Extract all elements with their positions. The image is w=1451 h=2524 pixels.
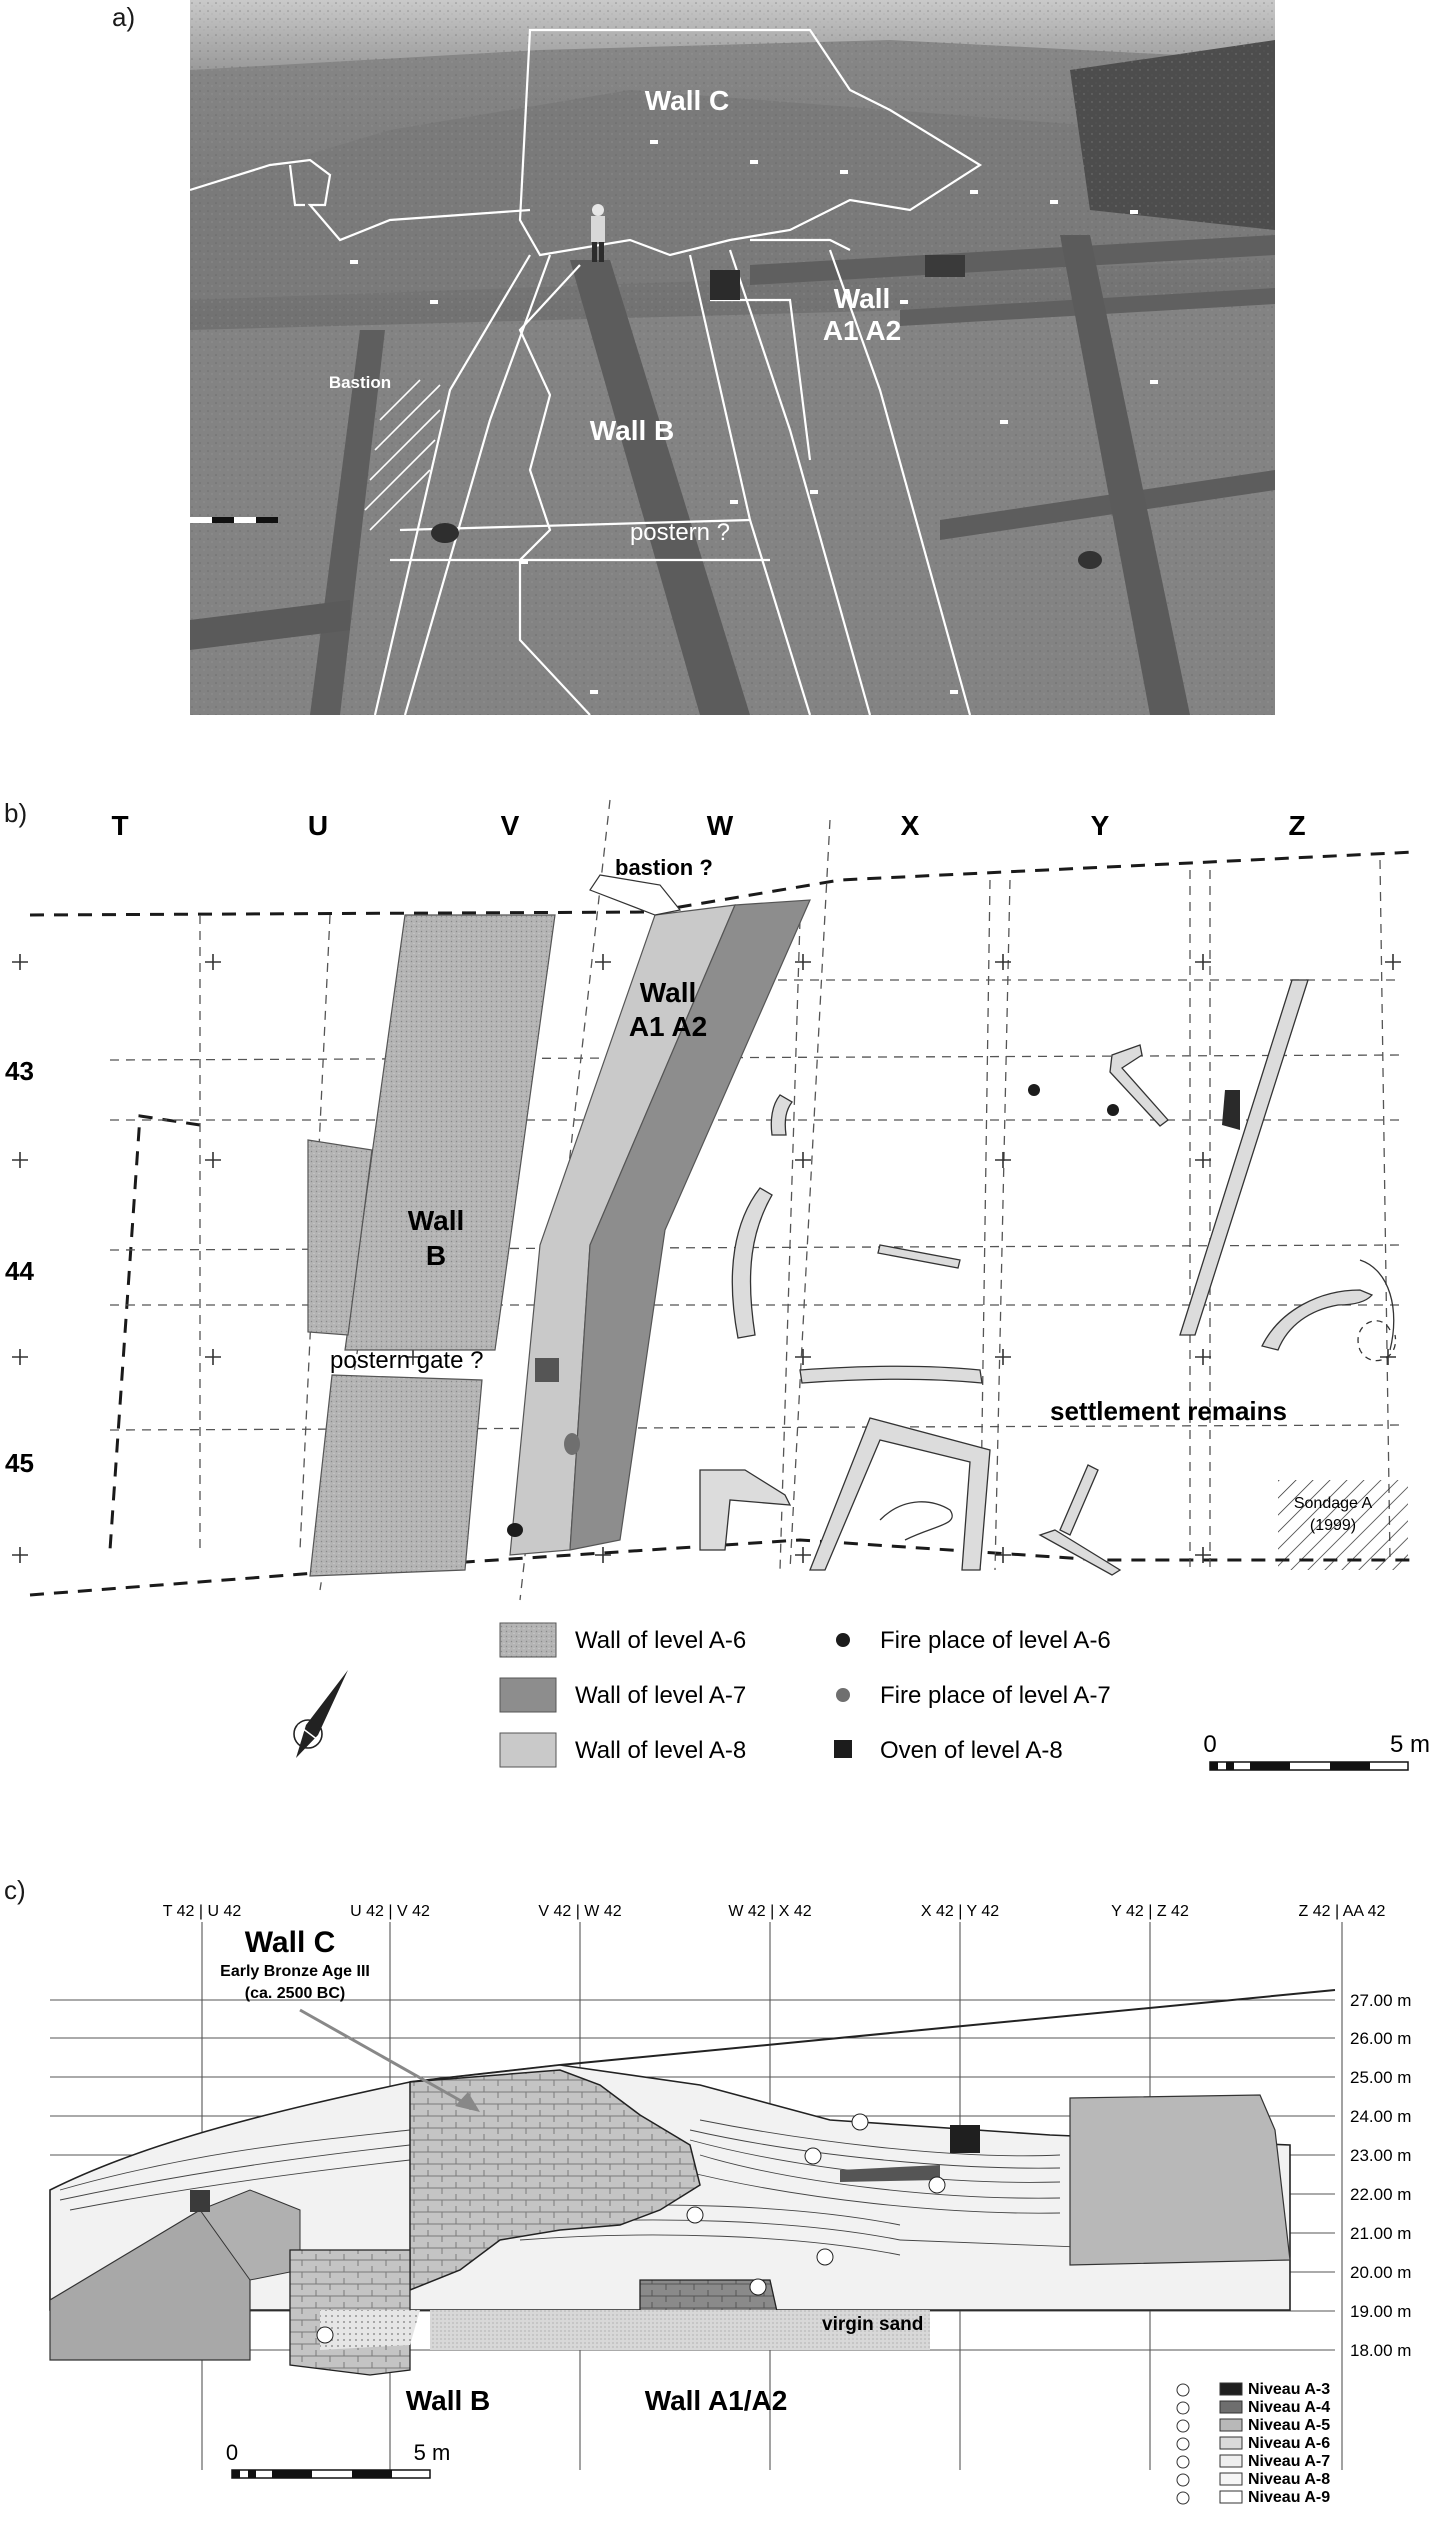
section-label-wall-b: Wall B (405, 2385, 491, 2416)
plan-label-postern-gate: postern gate ? (330, 1347, 484, 1374)
section-label-virgin-sand: virgin sand (822, 2314, 924, 2335)
section-label-wall-c-date: (ca. 2500 BC) (244, 1985, 346, 2002)
photo-scale-bar (190, 517, 278, 523)
oven-a8 (535, 1358, 559, 1382)
plan-scale-bar (1203, 1731, 1430, 1770)
section-scale-end: 5 m (413, 2440, 451, 2465)
section-right-wall (1070, 2095, 1290, 2265)
niveau-item-a3 (1177, 2381, 1330, 2398)
plan-label-sondage-line1: Sondage A (1293, 1495, 1373, 1512)
section-label-wall-c: Wall C (244, 1926, 336, 1959)
section-dark-feature-1 (950, 2125, 980, 2153)
settlement-wall-curve-2 (771, 1095, 792, 1135)
fireplace-a6-feature (1222, 1090, 1240, 1130)
settlement-wall-curve-3 (1262, 1290, 1372, 1350)
settlement-wall-7 (1060, 1465, 1098, 1535)
legend-label-wall-a6: Wall of level A-6 (575, 1627, 747, 1654)
niveau-label-a9: Niveau A-9 (1248, 2489, 1331, 2506)
niveau-label-a7: Niveau A-7 (1248, 2453, 1331, 2470)
legend-swatch-fireplace-a6 (836, 1633, 850, 1647)
site-plan (0, 790, 1451, 1820)
pit-1 (710, 270, 740, 300)
plan-label-wall-a-line1: Wall (639, 977, 697, 1008)
column-label-x: X (900, 810, 920, 841)
plan-label-bastion: bastion ? (615, 855, 713, 880)
wall-b (345, 915, 555, 1350)
plan-scale-end: 5 m (1389, 1731, 1431, 1758)
section-label-wall-c-period: Early Bronze Age III (220, 1963, 370, 1980)
elevation-21: 21.00 m (1350, 2224, 1412, 2243)
settlement-wall-6 (1040, 1530, 1120, 1575)
settlement-wall-3 (878, 1245, 960, 1268)
section-grid-label-2: U 42 | V 42 (350, 1903, 430, 1920)
elevation-27: 27.00 m (1350, 1991, 1412, 2010)
column-label-t: T (111, 810, 129, 841)
niveau-label-a4: Niveau A-4 (1248, 2399, 1331, 2416)
elevation-20: 20.00 m (1350, 2263, 1412, 2282)
photo-label-postern: postern ? (629, 519, 731, 546)
photo-label-wall-a-line1: Wall (833, 283, 891, 314)
section-grid-label-3: V 42 | W 42 (538, 1903, 622, 1920)
legend-swatch-oven-a8 (834, 1740, 852, 1758)
pit-4 (1078, 551, 1102, 569)
bastion-outline (590, 875, 680, 915)
niveau-item-a5 (1177, 2417, 1330, 2434)
photo-label-wall-a-line2: A1 A2 (822, 315, 902, 346)
elevation-18: 18.00 m (1350, 2341, 1412, 2360)
fireplace-a6-3 (507, 1523, 523, 1537)
legend-swatch-wall-a7 (500, 1678, 556, 1712)
fireplace-a6-1 (1028, 1084, 1040, 1096)
niveau-label-a8: Niveau A-8 (1248, 2471, 1331, 2488)
plan-row-labels (5, 1056, 34, 1478)
row-label-44: 44 (5, 1256, 34, 1286)
excavation-photo (190, 0, 1275, 715)
plan-label-settlement: settlement remains (1050, 1396, 1287, 1426)
niveau-label-a3: Niveau A-3 (1248, 2381, 1331, 2398)
legend-swatch-wall-a6 (500, 1623, 556, 1657)
row-label-43: 43 (5, 1056, 34, 1086)
legend-label-fireplace-a7: Fire place of level A-7 (880, 1682, 1111, 1709)
section-grid-label-1: T 42 | U 42 (162, 1903, 242, 1920)
column-label-y: Y (1090, 810, 1110, 841)
elevation-24: 24.00 m (1350, 2107, 1412, 2126)
plan-label-sondage-line2: (1999) (1309, 1517, 1357, 1534)
section-grid-label-7: Z 42 | AA 42 (1298, 1903, 1386, 1920)
section-grid-labels (163, 1903, 1386, 1920)
pit-3 (431, 523, 459, 543)
wall-b-south (310, 1375, 482, 1576)
settlement-wall-2 (1110, 1045, 1168, 1126)
legend-swatch-fireplace-a7 (836, 1688, 850, 1702)
plan-legend (500, 1623, 1111, 1767)
section-legend (1177, 2381, 1330, 2506)
section-elevation-labels (1350, 1991, 1411, 2360)
plan-label-wall-a-line2: A1 A2 (628, 1011, 708, 1042)
niveau-label-a6: Niveau A-6 (1248, 2435, 1331, 2452)
niveau-item-a8 (1177, 2471, 1330, 2488)
settlement-walls (700, 980, 1372, 1575)
photo-label-wall-c: Wall C (644, 85, 730, 116)
photo-label-bastion: Bastion (328, 373, 392, 392)
fireplace-a7 (564, 1433, 580, 1455)
north-arrow-icon (294, 1670, 348, 1758)
plan-scale-start: 0 (1203, 1731, 1217, 1758)
settlement-wall-1 (1180, 980, 1308, 1335)
panel-label-a: a) (112, 2, 136, 32)
column-label-w: W (706, 810, 734, 841)
legend-label-wall-a8: Wall of level A-8 (575, 1737, 747, 1764)
settlement-wall-4 (800, 1366, 982, 1383)
section-grid-label-6: Y 42 | Z 42 (1111, 1903, 1189, 1920)
panel-label-c: c) (4, 1875, 26, 1905)
settlement-wall-5 (700, 1470, 790, 1550)
niveau-item-a6 (1177, 2435, 1330, 2452)
panel-label-b: b) (4, 798, 28, 828)
column-label-v: V (500, 810, 520, 841)
niveau-item-a4 (1177, 2399, 1330, 2416)
elevation-25: 25.00 m (1350, 2068, 1412, 2087)
section-gravel-layer (320, 2310, 420, 2350)
plan-label-wall-b-line1: Wall (407, 1205, 465, 1236)
plan-label-wall-b-line2: B (425, 1240, 447, 1271)
section-grid-label-5: X 42 | Y 42 (920, 1903, 1000, 1920)
legend-label-oven-a8: Oven of level A-8 (880, 1737, 1063, 1764)
niveau-item-a9 (1177, 2489, 1330, 2506)
section-dark-feature-3 (190, 2190, 210, 2212)
legend-label-wall-a7: Wall of level A-7 (575, 1682, 747, 1709)
legend-swatch-wall-a8 (500, 1733, 556, 1767)
section-label-wall-a: Wall A1/A2 (644, 2385, 788, 2416)
photo-label-wall-b: Wall B (589, 415, 675, 446)
section-grid-label-4: W 42 | X 42 (728, 1903, 812, 1920)
column-label-u: U (307, 810, 329, 841)
elevation-22: 22.00 m (1350, 2185, 1412, 2204)
elevation-19: 19.00 m (1350, 2302, 1412, 2321)
niveau-item-a7 (1177, 2453, 1330, 2470)
column-label-z: Z (1288, 810, 1306, 841)
settlement-wall-curve-1 (732, 1188, 772, 1338)
niveau-label-a5: Niveau A-5 (1248, 2417, 1331, 2434)
fireplace-a6-2 (1107, 1104, 1119, 1116)
elevation-23: 23.00 m (1350, 2146, 1412, 2165)
section-scale-bar (226, 2440, 450, 2478)
plan-column-labels (111, 810, 1305, 841)
legend-label-fireplace-a6: Fire place of level A-6 (880, 1627, 1111, 1654)
section-drawing (0, 1870, 1451, 2524)
row-label-45: 45 (5, 1448, 34, 1478)
pit-2 (925, 255, 965, 277)
elevation-26: 26.00 m (1350, 2029, 1412, 2048)
section-scale-start: 0 (225, 2440, 239, 2465)
